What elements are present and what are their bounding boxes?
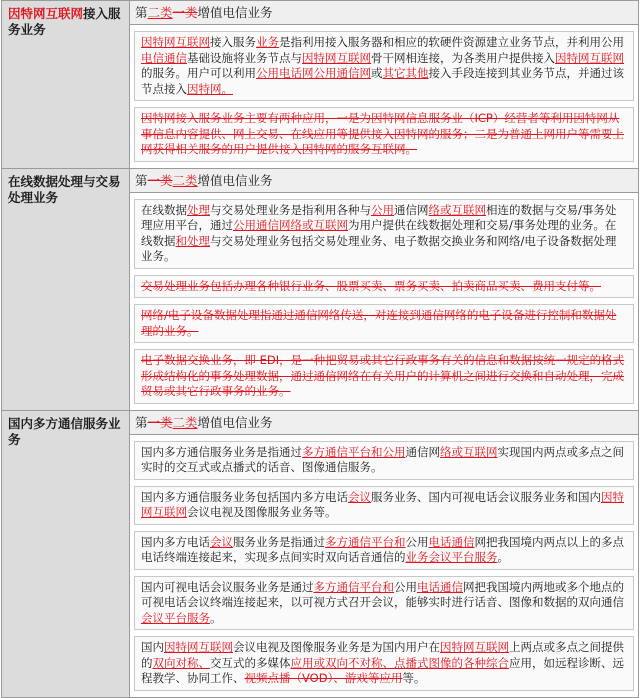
inserted-text: 因特网互联网	[555, 50, 624, 65]
text-run: 国内	[141, 640, 164, 654]
inserted-text: 双向对称、	[152, 655, 210, 670]
inserted-text: 多方通信平台和	[313, 579, 394, 594]
category-prefix: 第	[135, 414, 148, 430]
inserted-text: 处理	[187, 202, 210, 217]
inserted-text: 因特网。	[187, 81, 233, 96]
text-run: 与交易处理业务包括交易处理业务、电子数据交换业务和网络/电子设备数据处理业务。	[141, 233, 617, 263]
row-title: 接入服务业务	[8, 6, 121, 37]
paragraph	[134, 441, 634, 480]
text-run: 骨干网相连接，为各类用户提供接入	[371, 50, 555, 65]
paragraph	[134, 486, 634, 525]
inserted-text: 电信通信	[141, 50, 187, 65]
text-run: 会议电视及图像服务业务是为国内用户在	[233, 640, 440, 654]
paragraph	[134, 31, 634, 101]
text-run: 通信网	[394, 202, 429, 217]
text-run: 交互式的多媒体	[210, 655, 291, 670]
category-suffix: 增值电信业务	[197, 414, 273, 430]
text-run: 国内多方通信服务业务包括国内多方电话	[141, 489, 348, 504]
deleted-text: 视频点播（VOD）、游戏等应用	[244, 671, 403, 685]
text-run: 是指利用接入服务器和相应的软硬件资源建立业务节点，并利用公用	[279, 35, 624, 49]
category-prefix: 第	[135, 5, 148, 20]
text-run: 基础设施将业务节点与	[187, 50, 302, 65]
paragraph	[134, 636, 634, 691]
text-run: 通信网	[405, 444, 440, 459]
category-deleted: 一类	[147, 172, 173, 188]
inserted-text: 因特网互联网	[440, 640, 509, 654]
category-deleted: 一类	[147, 414, 173, 430]
row-title-cell	[2, 168, 130, 410]
category-inserted: 二类	[172, 172, 198, 188]
inserted-text: 因特网互联网	[141, 35, 210, 49]
category-prefix: 第	[135, 172, 148, 188]
category-line	[130, 1, 638, 25]
inserted-text: 会议	[348, 489, 371, 504]
text-run: 国内多方通信服务业务是指通过	[141, 444, 302, 459]
paragraph	[134, 199, 634, 269]
text-run: 应用，如远程诊断、远程教学、协同工作、	[141, 655, 624, 685]
text-run: 国内可视电话会议服务业务是通过	[141, 579, 314, 594]
text-run: 服务业务、国内可视电话会议服务业务和国内	[371, 489, 601, 504]
inserted-text: 多方通信平台和	[325, 534, 406, 549]
inserted-text: 络或互联网	[428, 202, 486, 217]
category-suffix: 增值电信业务	[197, 5, 273, 20]
category-line	[130, 169, 638, 193]
text-run: 公用	[394, 579, 417, 594]
text-run: 相连的数据与交易/事务处理应用平台，通过	[141, 202, 617, 232]
inserted-text: 公用	[371, 202, 394, 217]
category-deleted: 一类	[172, 5, 198, 20]
text-run: 的服务。用户可以利用	[141, 66, 256, 80]
row-title: 在线数据处理与交易处理业务	[8, 173, 121, 205]
text-run: 网把我国境内两地或多个地点的可视电话会议终端连接起来，以可视方式召开会议，能够实时进行话音、图像和数据的双向通信	[141, 579, 624, 609]
row-title-changed: 因特网互联网	[8, 6, 84, 21]
row-title: 国内多方通信服务业务	[8, 415, 121, 447]
text-run: 会议电视及图像服务业务等。	[187, 505, 337, 519]
text-run: 网把我国境内两点以上的多点电话终端连接起来，实现多点间实时双向话音通信的	[141, 534, 624, 564]
text-run: 接入服务	[210, 35, 256, 49]
text-run: 。	[497, 550, 509, 564]
deleted-paragraph: 因特网接入服务业务主要有两种应用，一是为因特网信息服务业（ICP）经营者等利用因特网从事信息内容提供、网上交易、在线应用等提供接入因特网的服务；二是为普通上网用户等需要上网获得相关服务的用户提供接入因特网的服务互联网。	[134, 107, 634, 162]
inserted-text: 业务	[256, 35, 279, 49]
inserted-text: 络或互联网	[440, 444, 498, 459]
inserted-text: 业务会议平台服务	[405, 550, 498, 564]
table-row	[2, 168, 639, 410]
deleted-paragraph: 网络/电子设备数据处理指通过通信网络传送，对连接到通信网络的电子设备进行控制和数据处理的业务。	[134, 304, 634, 343]
text-run: 接入手段连接到其业务节点，并通过该节点接入	[141, 66, 624, 96]
text-run: 服务业务是指通过	[233, 534, 325, 549]
text-run: 为用户提供在线数据处理和交易/事务处理的业务。在线数据	[141, 218, 617, 248]
row-content-cell	[130, 1, 639, 169]
table-row	[2, 1, 639, 169]
paragraph	[134, 576, 634, 631]
text-run: 等。	[402, 671, 426, 685]
deleted-paragraph: 交易处理业务包括办理各种银行业务、股票买卖、票务买卖、拍卖商品买卖、费用支付等。	[134, 275, 634, 299]
text-run: 国内多方电话	[141, 534, 210, 549]
paragraph	[134, 531, 634, 570]
inserted-text: 和处理	[175, 233, 210, 248]
inserted-text: 会议	[210, 534, 233, 549]
text-run: 或	[371, 66, 383, 80]
text-run: 上两点或多点之间提供的	[141, 640, 624, 670]
inserted-text: 其它其他	[382, 66, 429, 80]
category-line	[130, 411, 638, 435]
category-inserted: 二类	[147, 5, 173, 20]
row-title-cell	[2, 1, 130, 169]
inserted-text: 公用通信网络或互联网	[233, 218, 348, 232]
category-inserted: 二类	[172, 414, 198, 430]
services-table	[1, 0, 639, 698]
inserted-text: 因特网互联网	[141, 489, 624, 519]
inserted-text: 因特网互联网	[302, 50, 371, 65]
row-content-cell	[130, 410, 639, 697]
text-run: 与交易处理业务是指利用各种与	[210, 202, 371, 217]
inserted-text: 电话通信	[417, 579, 463, 594]
row-content-cell	[130, 168, 639, 410]
row-title-cell	[2, 410, 130, 697]
inserted-text: 公用电话网公用通信网	[256, 66, 371, 80]
text-run: 在线数据	[141, 202, 187, 217]
inserted-text: 多方通信平台和公用	[302, 444, 406, 459]
inserted-text: 电话通信	[428, 534, 475, 549]
text-run: 公用	[405, 534, 429, 549]
inserted-text: 因特网互联网	[164, 640, 233, 654]
text-run: 实现国内两点或多点之间实时的交互式或点播式的话音、图像通信服务。	[141, 444, 624, 474]
inserted-text: 会议平台服务	[141, 610, 210, 625]
deleted-paragraph: 电子数据交换业务，即 EDI，是一种把贸易或其它行政事务有关的信息和数据按统一规定的格式形成结构化的事务处理数据，通过通信网络在有关用户的计算机之间进行交换和自动处理，完成贸易或其它行政事务的业务。	[134, 349, 634, 404]
table-row	[2, 410, 639, 697]
text-run: 。	[210, 610, 222, 625]
category-suffix: 增值电信业务	[197, 172, 273, 188]
inserted-text: 应用或双向不对称、点播式图像的各种综合	[290, 655, 509, 670]
